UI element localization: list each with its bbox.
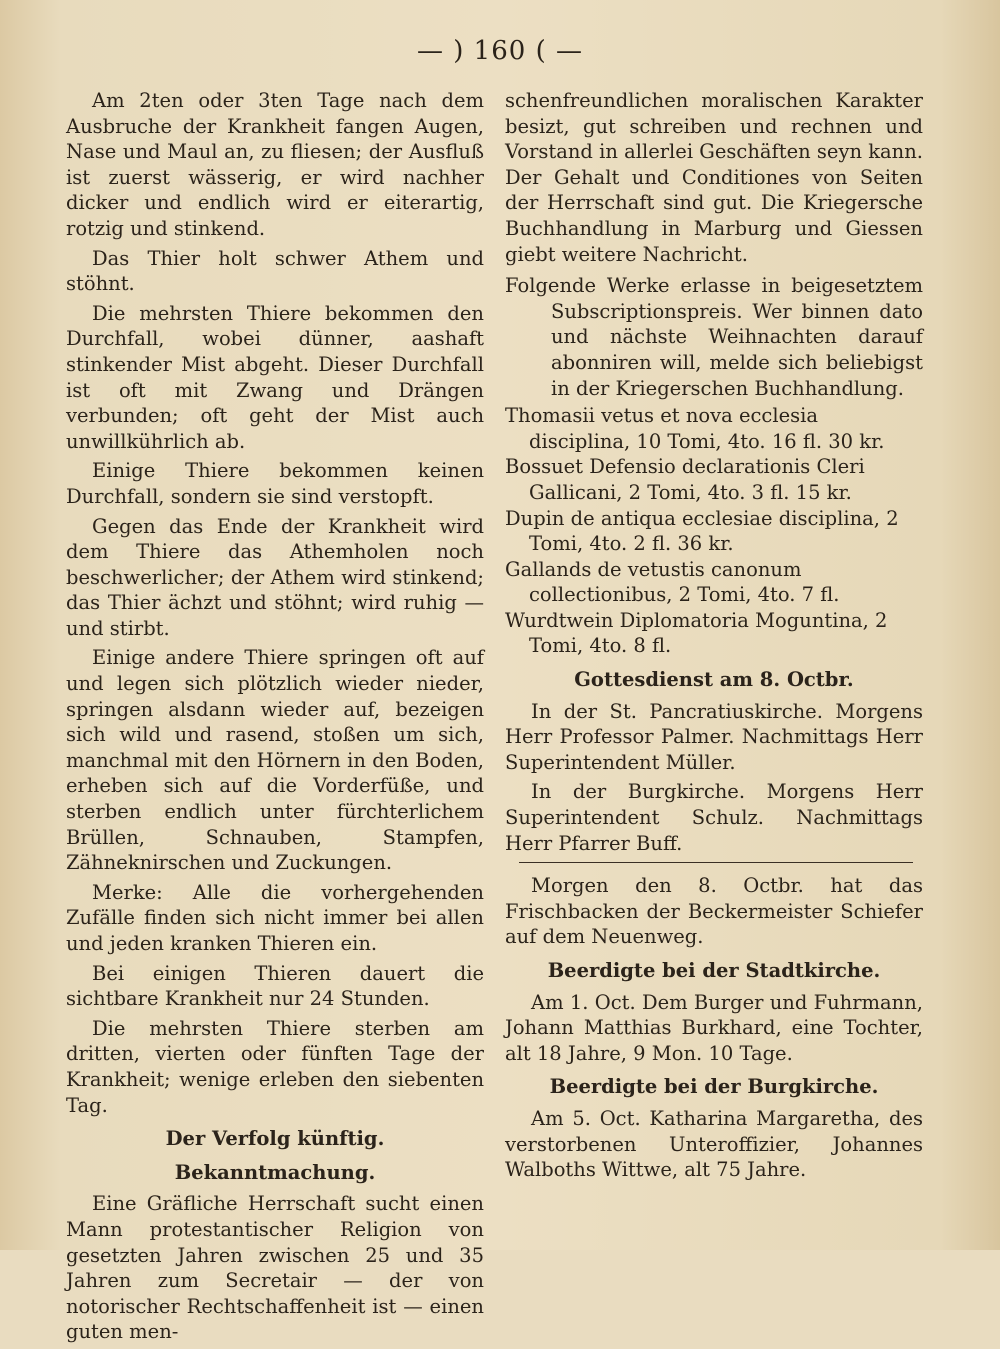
service-line: In der Burgkirche. Morgens Herr Superintendent Schulz. Nachmittags Herr Pfarrer Buff. [505,780,923,855]
paragraph: Die mehrsten Thiere sterben am dritten, vierten oder fünften Tage der Krankheit; wenige erleben den siebenten Tag. [66,1016,484,1117]
burial-entry: Am 1. Oct. Dem Burger und Fuhrmann, Johann Matthias Burkhard, eine Tochter, alt 18 Jahre, 9 Mon. 10 Tage. [505,990,923,1065]
paragraph: Einige andere Thiere springen oft auf und legen sich plötzlich wieder nieder, springen alsdann wieder auf, bezeigen sich wild und rasend, stoßen um sich, manchmal mit den Hörnern in den Boden, erheben sich auf die Vorderfüße, und sterben endlich unter fürchterlichem Brüllen, Schnauben, Stampfen, Zähneknirschen und Zuckungen. [66,646,484,875]
notice-continued: schenfreundlichen moralischen Karakter besizt, gut schreiben und rechnen und Vorstand in allerlei Geschäften seyn kann. Der Gehalt und Conditiones von Seiten der Herrschaft sind gut. Die Kriegersche Buchhandlung in Marburg und Giessen giebt weitere Nachricht. [505,89,923,266]
paragraph: Einige Thiere bekommen keinen Durchfall, sondern sie sind verstopft. [66,459,484,508]
service-heading: Gottesdienst am 8. Octbr. [574,668,854,692]
paragraph: Die mehrsten Thiere bekommen den Durchfall, wobei dünner, aashaft stinkender Mist abgeht. Dieser Durchfall ist oft mit Zwang und Drängen verbunden; oft geht der Mist auch unwillkührlich ab. [66,301,484,453]
book-entry: Gallands de vetustis canonum collectionibus, 2 Tomi, 4to. 7 fl. [505,557,840,607]
page-number: — ) 160 ( — [417,36,583,66]
burial-entry: Am 5. Oct. Katharina Margaretha, des verstorbenen Unteroffizier, Johannes Walboths Wittwe, alt 75 Jahre. [505,1106,923,1182]
subscription-intro: Folgende Werke erlasse in beigesetztem Subscriptionspreis. Wer binnen dato und nächste Weihnachten darauf abonniren will, melde sich beliebigst in der Kriegerschen Buchhandlung. [505,274,923,400]
left-column [66,88,484,1349]
book-entry: Bossuet Defensio declarationis Cleri Gallicani, 2 Tomi, 4to. 3 fl. 15 kr. [505,455,865,504]
section-divider [519,862,913,863]
continued-note: Der Verfolg künftig. [165,1127,385,1151]
paragraph: Am 2ten oder 3ten Tage nach dem Ausbruche der Krankheit fangen Augen, Nase und Maul an, zu fliesen; der Ausfluß ist zuerst wässerig, er wird nachher dicker und endlich wird er eiterartig, rotzig und stinkend. [66,89,484,240]
bakery-notice: Morgen den 8. Octbr. hat das Frischbacken der Beckermeister Schiefer auf dem Neuenweg. [505,874,923,949]
paragraph: Das Thier holt schwer Athem und stöhnt. [66,246,484,296]
book-entry: Thomasii vetus et nova ecclesia disciplina, 10 Tomi, 4to. 16 fl. 30 kr. [505,404,885,453]
burial-heading-burgkirche: Beerdigte bei der Burgkirche. [549,1075,879,1099]
notice-text: Eine Gräfliche Herrschaft sucht einen Mann protestantischer Religion von gesetzten Jahren zwischen 25 und 35 Jahren zum Secretair — der von notorischer Rechtschaffenheit ist — einen guten men- [66,1192,484,1344]
notice-heading: Bekanntmachung. [174,1160,376,1184]
book-entry: Wurdtwein Diplomatoria Moguntina, 2 Tomi, 4to. 8 fl. [505,608,888,658]
paragraph: Merke: Alle die vorhergehenden Zufälle finden sich nicht immer bei allen und jeden kranken Thieren ein. [66,880,484,955]
paragraph: Bei einigen Thieren dauert die sichtbare Krankheit nur 24 Stunden. [66,961,484,1011]
service-line: In der St. Pancratiuskirche. Morgens Herr Professor Palmer. Nachmittags Herr Superintendent Müller. [505,699,923,774]
right-column [505,88,923,1187]
paragraph: Gegen das Ende der Krankheit wird dem Thiere das Athemholen noch beschwerlicher; der Athem wird stinkend; das Thier ächzt und stöhnt; wird ruhig — und stirbt. [66,514,484,640]
burial-heading-stadtkirche: Beerdigte bei der Stadtkirche. [547,959,881,982]
book-entry: Dupin de antiqua ecclesiae disciplina, 2 Tomi, 4to. 2 fl. 36 kr. [505,506,899,556]
